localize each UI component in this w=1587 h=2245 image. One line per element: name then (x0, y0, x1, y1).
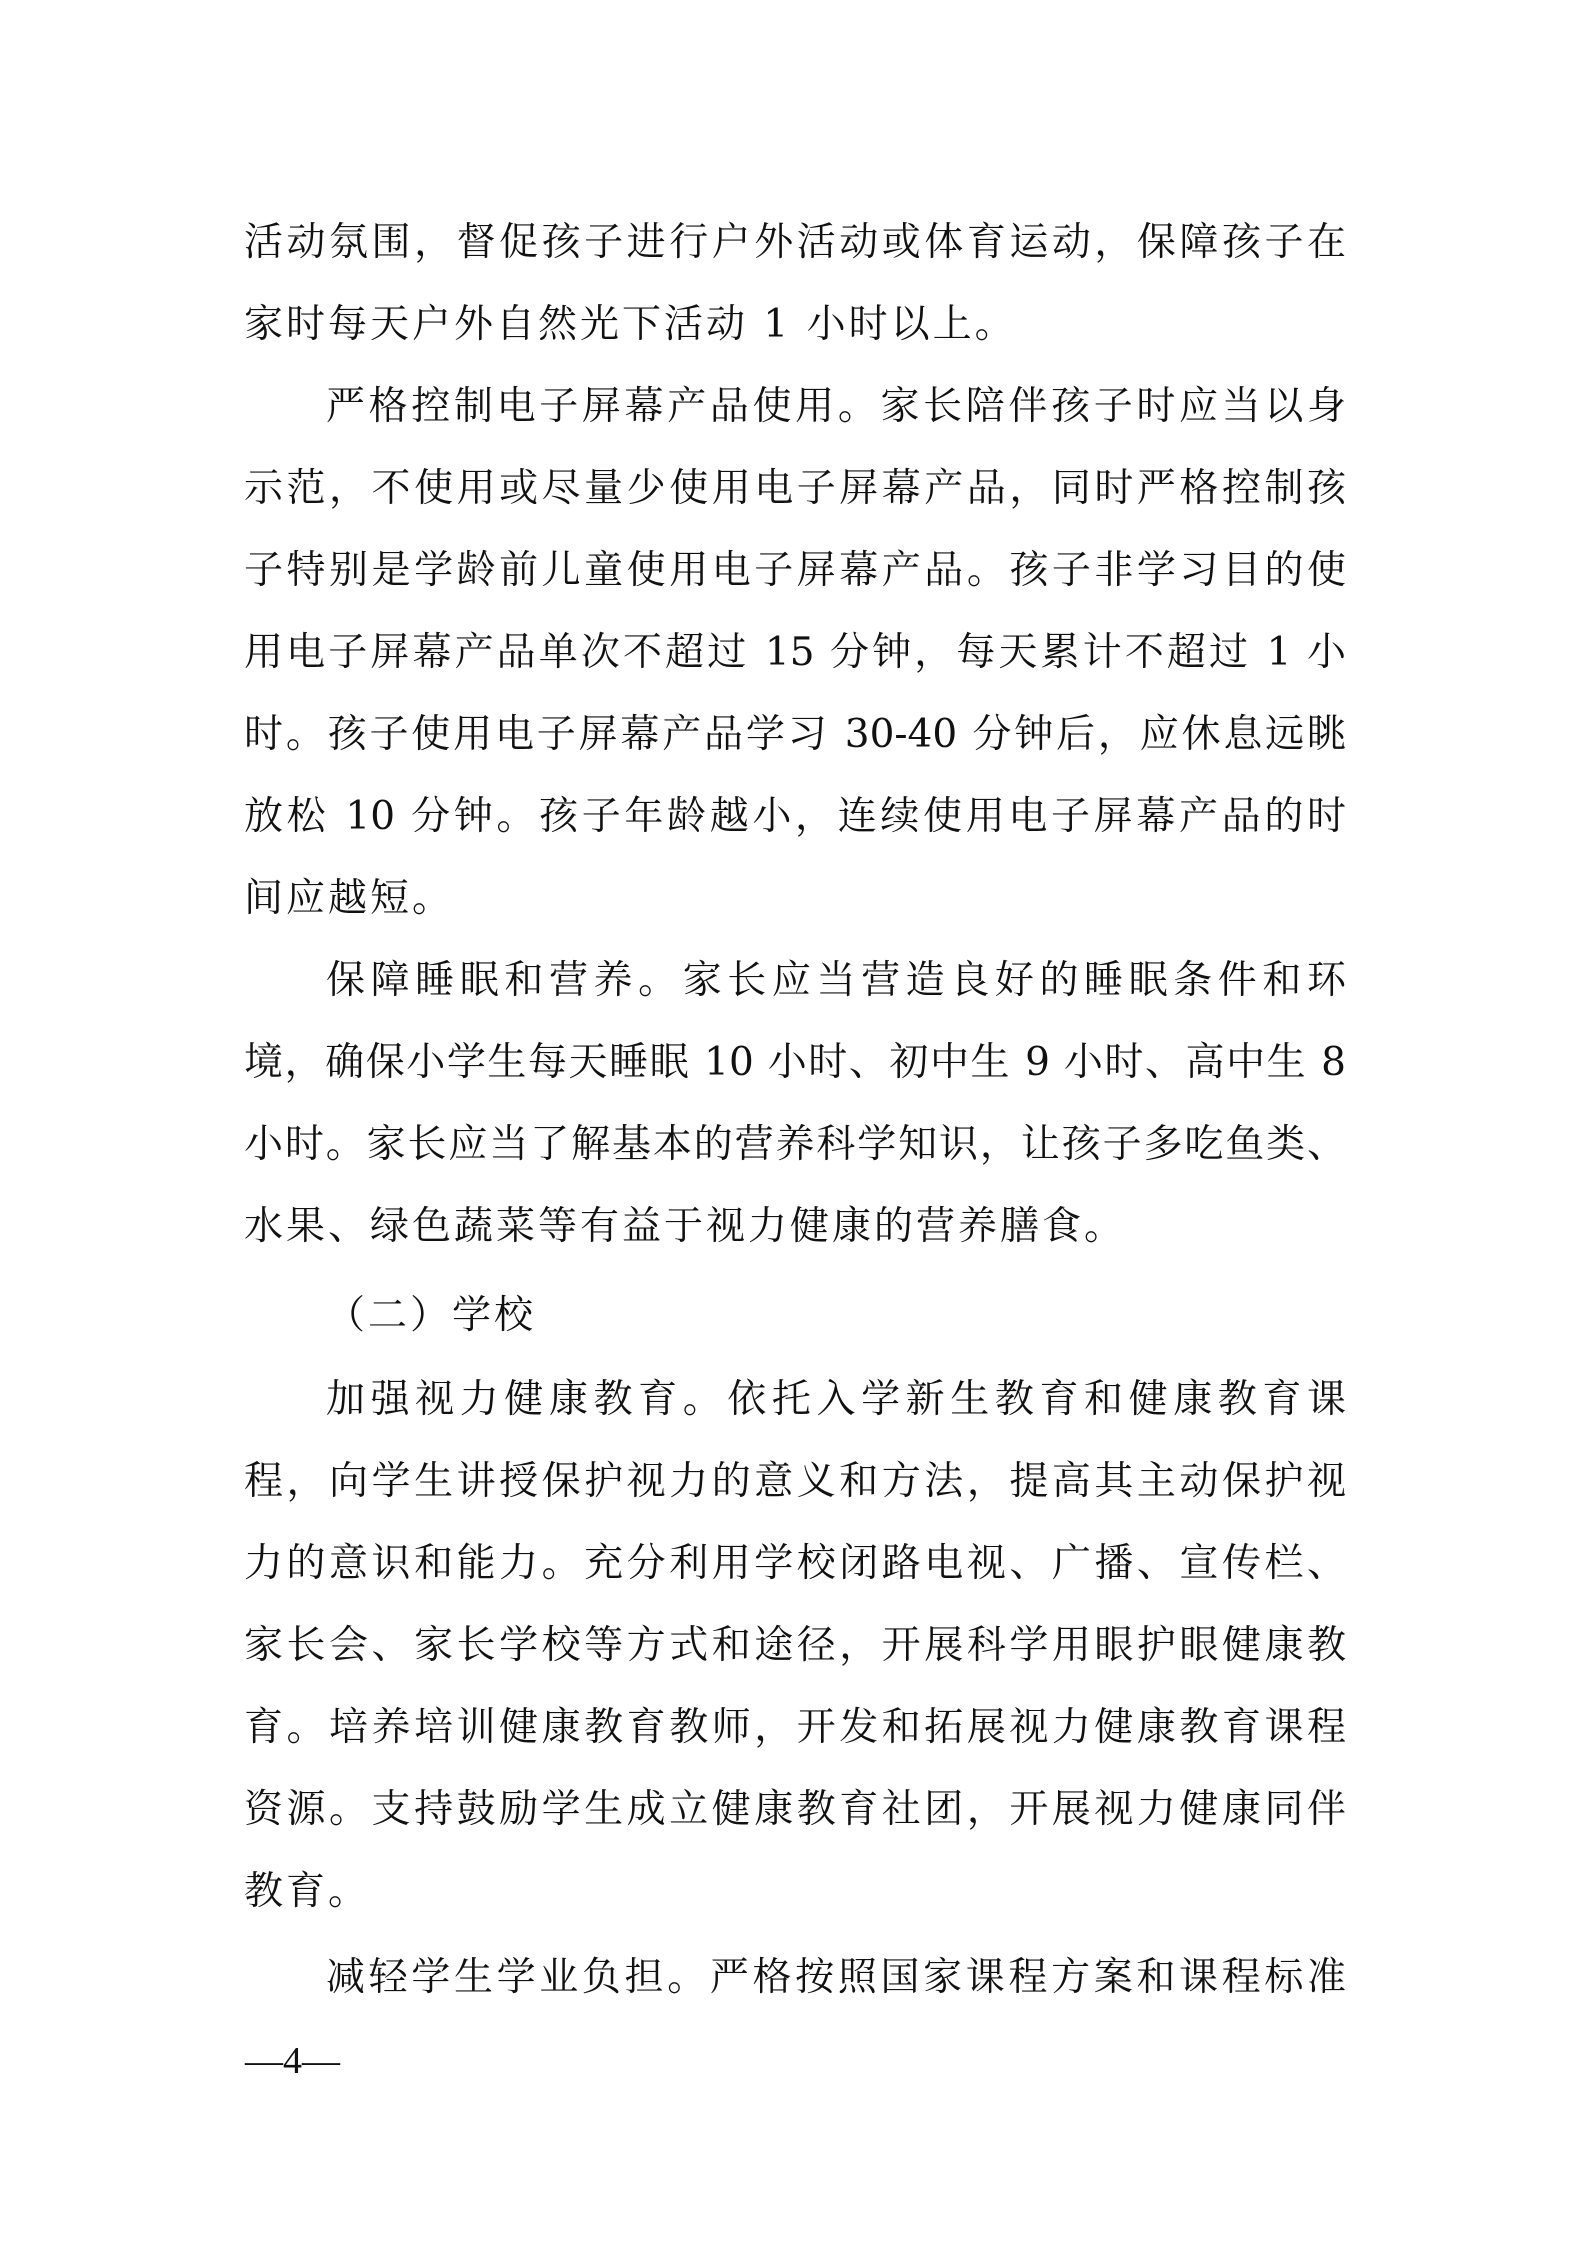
text-line: 育。培养培训健康教育教师，开发和拓展视力健康教育课程 (244, 1705, 1346, 1750)
text-line: 教育。 (244, 1869, 371, 1914)
paragraph-first-line: 保障睡眠和营养。家长应当营造良好的睡眠条件和环 (326, 958, 1346, 1003)
text-line: 资源。支持鼓励学生成立健康教育社团，开展视力健康同伴 (244, 1787, 1346, 1832)
text-line: 境，确保小学生每天睡眠 10 小时、初中生 9 小时、高中生 8 (244, 1040, 1346, 1085)
text-line: 活动氛围，督促孩子进行户外活动或体育运动，保障孩子在 (244, 220, 1346, 265)
text-line: 子特别是学龄前儿童使用电子屏幕产品。孩子非学习目的使 (244, 548, 1346, 593)
text-line: 力的意识和能力。充分利用学校闭路电视、广播、宣传栏、 (244, 1541, 1346, 1586)
text-line: 用电子屏幕产品单次不超过 15 分钟，每天累计不超过 1 小 (244, 630, 1346, 675)
text-line: 间应越短。 (244, 876, 455, 921)
text-line: 水果、绿色蔬菜等有益于视力健康的营养膳食。 (244, 1204, 1127, 1249)
paragraph-first-line: 减轻学生学业负担。严格按照国家课程方案和课程标准 (326, 1955, 1346, 2000)
paragraph-first-line: 严格控制电子屏幕产品使用。家长陪伴孩子时应当以身 (326, 384, 1346, 429)
text-line: 放松 10 分钟。孩子年龄越小，连续使用电子屏幕产品的时 (244, 794, 1346, 839)
text-line: 程，向学生讲授保护视力的意义和方法，提高其主动保护视 (244, 1459, 1346, 1504)
section-heading: （二）学校 (326, 1293, 537, 1338)
text-line: 家长会、家长学校等方式和途径，开展科学用眼护眼健康教 (244, 1623, 1346, 1668)
text-line: 示范，不使用或尽量少使用电子屏幕产品，同时严格控制孩 (244, 466, 1346, 511)
text-line: 小时。家长应当了解基本的营养科学知识，让孩子多吃鱼类、 (244, 1122, 1346, 1167)
text-line: 家时每天户外自然光下活动 1 小时以上。 (244, 302, 1017, 347)
paragraph-first-line: 加强视力健康教育。依托入学新生教育和健康教育课 (326, 1377, 1346, 1422)
page-number: —4— (245, 2040, 340, 2082)
text-line: 时。孩子使用电子屏幕产品学习 30-40 分钟后，应休息远眺 (244, 712, 1346, 757)
